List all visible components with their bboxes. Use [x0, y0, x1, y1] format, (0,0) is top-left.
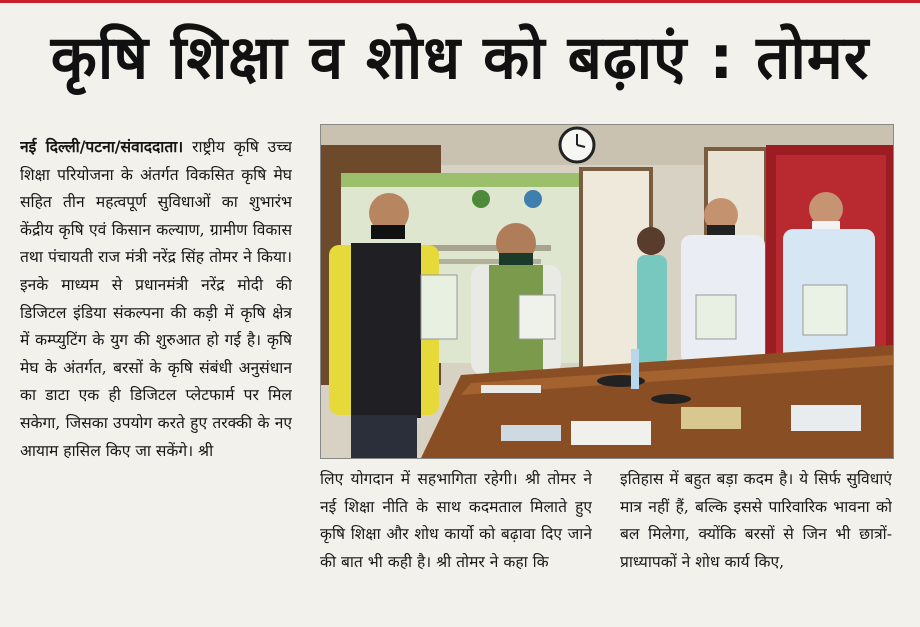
dateline: नई दिल्ली/पटना/संवाददाता।: [20, 138, 184, 156]
column-3-body: इतिहास में बहुत बड़ा कदम है। ये सिर्फ सुविधाएं मात्र नहीं हैं, बल्कि इससे पारिवारिक भावना को बल मिलेगा, क्योंकि बरसों से जिन भी छात्रों-प्राध्यापकों ने शोध कार्य किए,: [620, 470, 892, 571]
column-1-body: राष्ट्रीय कृषि उच्च शिक्षा परियोजना के अंतर्गत विकसित कृषि मेघ सहित तीन महत्वपूर्ण सुविधाओं का शुभारंभ केंद्रीय कृषि एवं किसान कल्याण, ग्रामीण विकास तथा पंचायती राज मंत्री नरेंद्र सिंह तोमर ने किया। इनके माध्यम से प्रधानमंत्री नरेंद्र मोदी की डिजिटल इंडिया संकल्पना की कड़ी में कृषि क्षेत्र में कम्प्युटिंग के युग की शुरुआत हो गई है। कृषि मेघ के अंतर्गत, बरसों के कृषि संबंधी अनुसंधान का डाटा एक ही डिजिटल प्लेटफार्म पर मिल सकेगा, जिसका उपयोग करते हुए तरक्की के नए आयाम हासिल किए जा सकेंगे। श्री: [20, 138, 292, 460]
article-column-3: [620, 466, 892, 627]
headline: कृषि शिक्षा व शोध को बढ़ाएं : तोमर: [50, 23, 870, 93]
news-photo: [320, 124, 894, 459]
top-accent-rule: [0, 0, 920, 3]
wall-clock-icon: [560, 128, 594, 162]
article-column-1: [20, 134, 292, 627]
column-2-body: लिए योगदान में सहभागिता रहेगी। श्री तोमर ने नई शिक्षा नीति के साथ कदमताल मिलाते हुए कृषि शिक्षा और शोध कार्यो को बढ़ावा दिए जाने की बात भी कही है। श्री तोमर ने कहा कि: [320, 470, 592, 571]
article-column-2: [320, 466, 592, 627]
person-3: [637, 227, 667, 365]
